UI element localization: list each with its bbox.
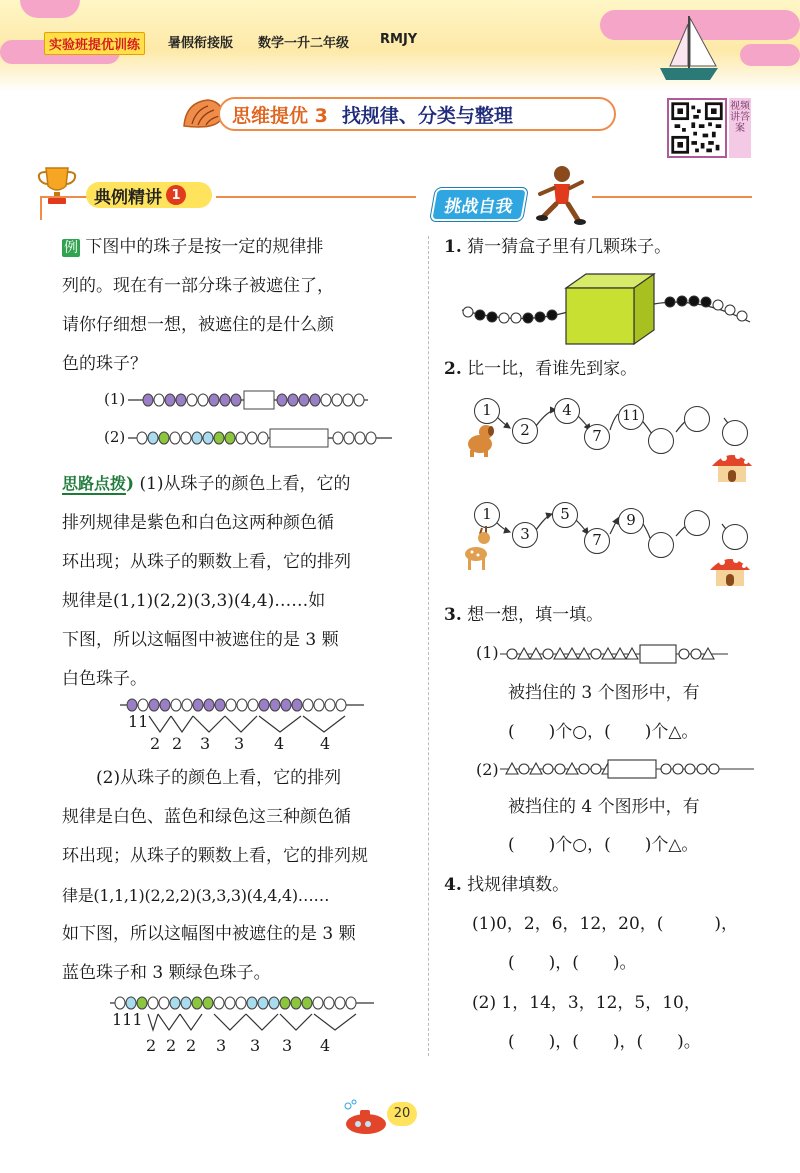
problem-line: 例 下图中的珠子是按一定的规律排 bbox=[64, 237, 324, 257]
section-label: 思维提优 3 bbox=[232, 104, 328, 127]
divider bbox=[40, 196, 88, 198]
group-count: 3 bbox=[234, 734, 245, 753]
group-count: 2 bbox=[172, 734, 183, 753]
q3-2-text: 被挡住的 4 个图形中，有 bbox=[508, 797, 700, 817]
column-separator bbox=[428, 236, 429, 1056]
path-row-1-lines bbox=[462, 394, 762, 454]
challenge-heading: 挑战自我 bbox=[430, 188, 528, 221]
number-circle: 1 bbox=[474, 502, 500, 528]
problem-line: 色的珠子？ bbox=[62, 354, 147, 374]
analysis-line: 白色珠子。 bbox=[62, 669, 147, 689]
dog-icon bbox=[460, 422, 500, 458]
shape-sequence-2 bbox=[500, 758, 762, 780]
hint-label: 思路点拨 bbox=[62, 474, 127, 493]
deer-icon bbox=[460, 524, 496, 574]
number-circle: 1 bbox=[474, 398, 500, 424]
divider bbox=[216, 196, 416, 198]
group-count: 3 bbox=[250, 1036, 261, 1055]
group-count: 2 bbox=[186, 1036, 197, 1055]
number-circle: 7 bbox=[584, 424, 610, 450]
example-heading-text: 典例精讲 bbox=[94, 187, 162, 208]
group-count: 4 bbox=[274, 734, 285, 753]
number-circle: 3 bbox=[512, 522, 538, 548]
divider bbox=[40, 196, 42, 220]
number-circle[interactable] bbox=[684, 406, 710, 432]
group-count: 2 bbox=[150, 734, 161, 753]
question-text: 想一想，填一填。 bbox=[467, 605, 604, 625]
analysis-line: 律是(1,1,1)(2,2,2)(3,3,3)(4,4,4)…… bbox=[62, 886, 330, 905]
number-circle[interactable] bbox=[648, 428, 674, 454]
number-circle[interactable] bbox=[648, 532, 674, 558]
page-number: 20 bbox=[387, 1102, 417, 1126]
section-topic: 找规律、分类与整理 bbox=[341, 104, 513, 127]
bead-string-figure-1 bbox=[128, 388, 378, 412]
analysis-line: (2)从珠子的颜色上看，它的排列 bbox=[96, 768, 342, 788]
number-circle: 5 bbox=[552, 502, 578, 528]
q4-1-line2[interactable]: ( )，( )。 bbox=[508, 953, 637, 973]
question-number: 3. bbox=[444, 605, 462, 625]
header-cloud-decoration bbox=[740, 44, 800, 66]
mushroom-house-icon bbox=[706, 550, 754, 588]
analysis-1 bbox=[62, 464, 422, 699]
analysis-line: 排列规律是紫色和白色这两种颜色循 bbox=[62, 513, 334, 533]
example-problem bbox=[62, 228, 422, 384]
number-circle[interactable] bbox=[684, 510, 710, 536]
question-text: 找规律填数。 bbox=[467, 875, 570, 895]
number-circle: 11 bbox=[618, 404, 644, 430]
edition-label: 暑假衔接版 bbox=[168, 36, 234, 51]
sailboat-icon bbox=[656, 14, 722, 82]
bead-box-figure bbox=[458, 268, 758, 348]
section-title bbox=[218, 97, 616, 131]
number-circle[interactable] bbox=[722, 420, 748, 446]
shape-sequence-1 bbox=[500, 643, 732, 665]
problem-line: 请你仔细想一想，被遮住的是什么颜 bbox=[62, 315, 334, 335]
shape-row-1-label: (1) bbox=[476, 643, 499, 662]
number-circle: 9 bbox=[618, 508, 644, 534]
analysis-line: 环出现；从珠子的颗数上看，它的排列 bbox=[62, 552, 351, 572]
number-circle[interactable] bbox=[722, 524, 748, 550]
group-count: 3 bbox=[216, 1036, 227, 1055]
grouping-marks-2 bbox=[110, 1012, 380, 1036]
question-number: 1. bbox=[444, 237, 462, 257]
series-tag: 实验班提优训练 bbox=[44, 32, 145, 55]
question-number: 4. bbox=[444, 875, 462, 895]
example-heading bbox=[86, 182, 212, 208]
group-count: 2 bbox=[146, 1036, 157, 1055]
analysis-line: 蓝色珠子和 3 颗绿色珠子。 bbox=[62, 963, 271, 983]
group-count: 3 bbox=[282, 1036, 293, 1055]
question-number: 2. bbox=[444, 359, 462, 379]
analysis-line: 规律是(1,1)(2,2)(3,3)(4,4)……如 bbox=[62, 591, 326, 611]
running-boy-icon bbox=[532, 164, 588, 226]
number-circle: 7 bbox=[584, 528, 610, 554]
divider bbox=[592, 196, 752, 198]
header-cloud-decoration bbox=[20, 0, 80, 18]
question-3 bbox=[444, 596, 603, 635]
group-count: 4 bbox=[320, 734, 331, 753]
group-count-top: 111 bbox=[112, 1010, 143, 1029]
group-count: 4 bbox=[320, 1036, 331, 1055]
example-number-badge: 1 bbox=[166, 185, 186, 205]
q4-2-line1: (2) 1，14，3，12，5，10， bbox=[472, 993, 701, 1013]
number-circle: 2 bbox=[512, 418, 538, 444]
number-circle: 4 bbox=[554, 398, 580, 424]
q4-2-line2[interactable]: ( )，( )，( )。 bbox=[508, 1032, 701, 1052]
publisher-label: RMJY bbox=[380, 32, 418, 47]
q3-2-blanks[interactable]: ( )个○，( )个△。 bbox=[508, 835, 699, 855]
q3-1-blanks[interactable]: ( )个○，( )个△。 bbox=[508, 722, 699, 742]
qr-side-label: 视频讲答案 bbox=[729, 98, 751, 158]
group-count: 2 bbox=[166, 1036, 177, 1055]
example-badge: 例 bbox=[64, 240, 78, 256]
question-text: 猜一猜盒子里有几颗珠子。 bbox=[467, 237, 672, 257]
analysis-line: 思路点拨) (1)从珠子的颜色上看，它的 bbox=[62, 474, 351, 494]
analysis-line: 如下图，所以这幅图中被遮住的是 3 颗 bbox=[62, 924, 356, 944]
analysis-2 bbox=[62, 759, 422, 993]
subject-label: 数学一升二年级 bbox=[258, 36, 350, 51]
question-4 bbox=[444, 866, 569, 905]
mushroom-house-icon bbox=[708, 446, 756, 484]
group-count: 3 bbox=[200, 734, 211, 753]
question-2 bbox=[444, 350, 637, 389]
grouping-marks-1 bbox=[120, 714, 370, 736]
question-text: 比一比，看谁先到家。 bbox=[467, 359, 638, 379]
group-counts-bottom bbox=[150, 734, 390, 754]
qr-code-icon[interactable] bbox=[667, 98, 727, 158]
shape-row-2-label: (2) bbox=[476, 760, 499, 779]
submarine-icon bbox=[340, 1098, 394, 1138]
figure-1-label: (1) bbox=[104, 390, 126, 408]
analysis-line: 环出现；从珠子的颗数上看，它的排列规 bbox=[62, 846, 368, 866]
group-counts-bottom bbox=[146, 1036, 396, 1056]
figure-2-label: (2) bbox=[104, 428, 126, 446]
question-1 bbox=[444, 228, 671, 267]
group-count-top: 11 bbox=[128, 712, 149, 731]
bead-string-figure-2 bbox=[128, 426, 398, 450]
q4-1-line1[interactable]: (1)0，2，6，12，20，( )， bbox=[472, 914, 739, 934]
problem-line: 列的。现在有一部分珠子被遮住了， bbox=[62, 276, 334, 296]
analysis-line: 规律是白色、蓝色和绿色这三种颜色循 bbox=[62, 807, 351, 827]
q3-1-text: 被挡住的 3 个图形中，有 bbox=[508, 683, 700, 703]
analysis-line: 下图，所以这幅图中被遮住的是 3 颗 bbox=[62, 630, 339, 650]
